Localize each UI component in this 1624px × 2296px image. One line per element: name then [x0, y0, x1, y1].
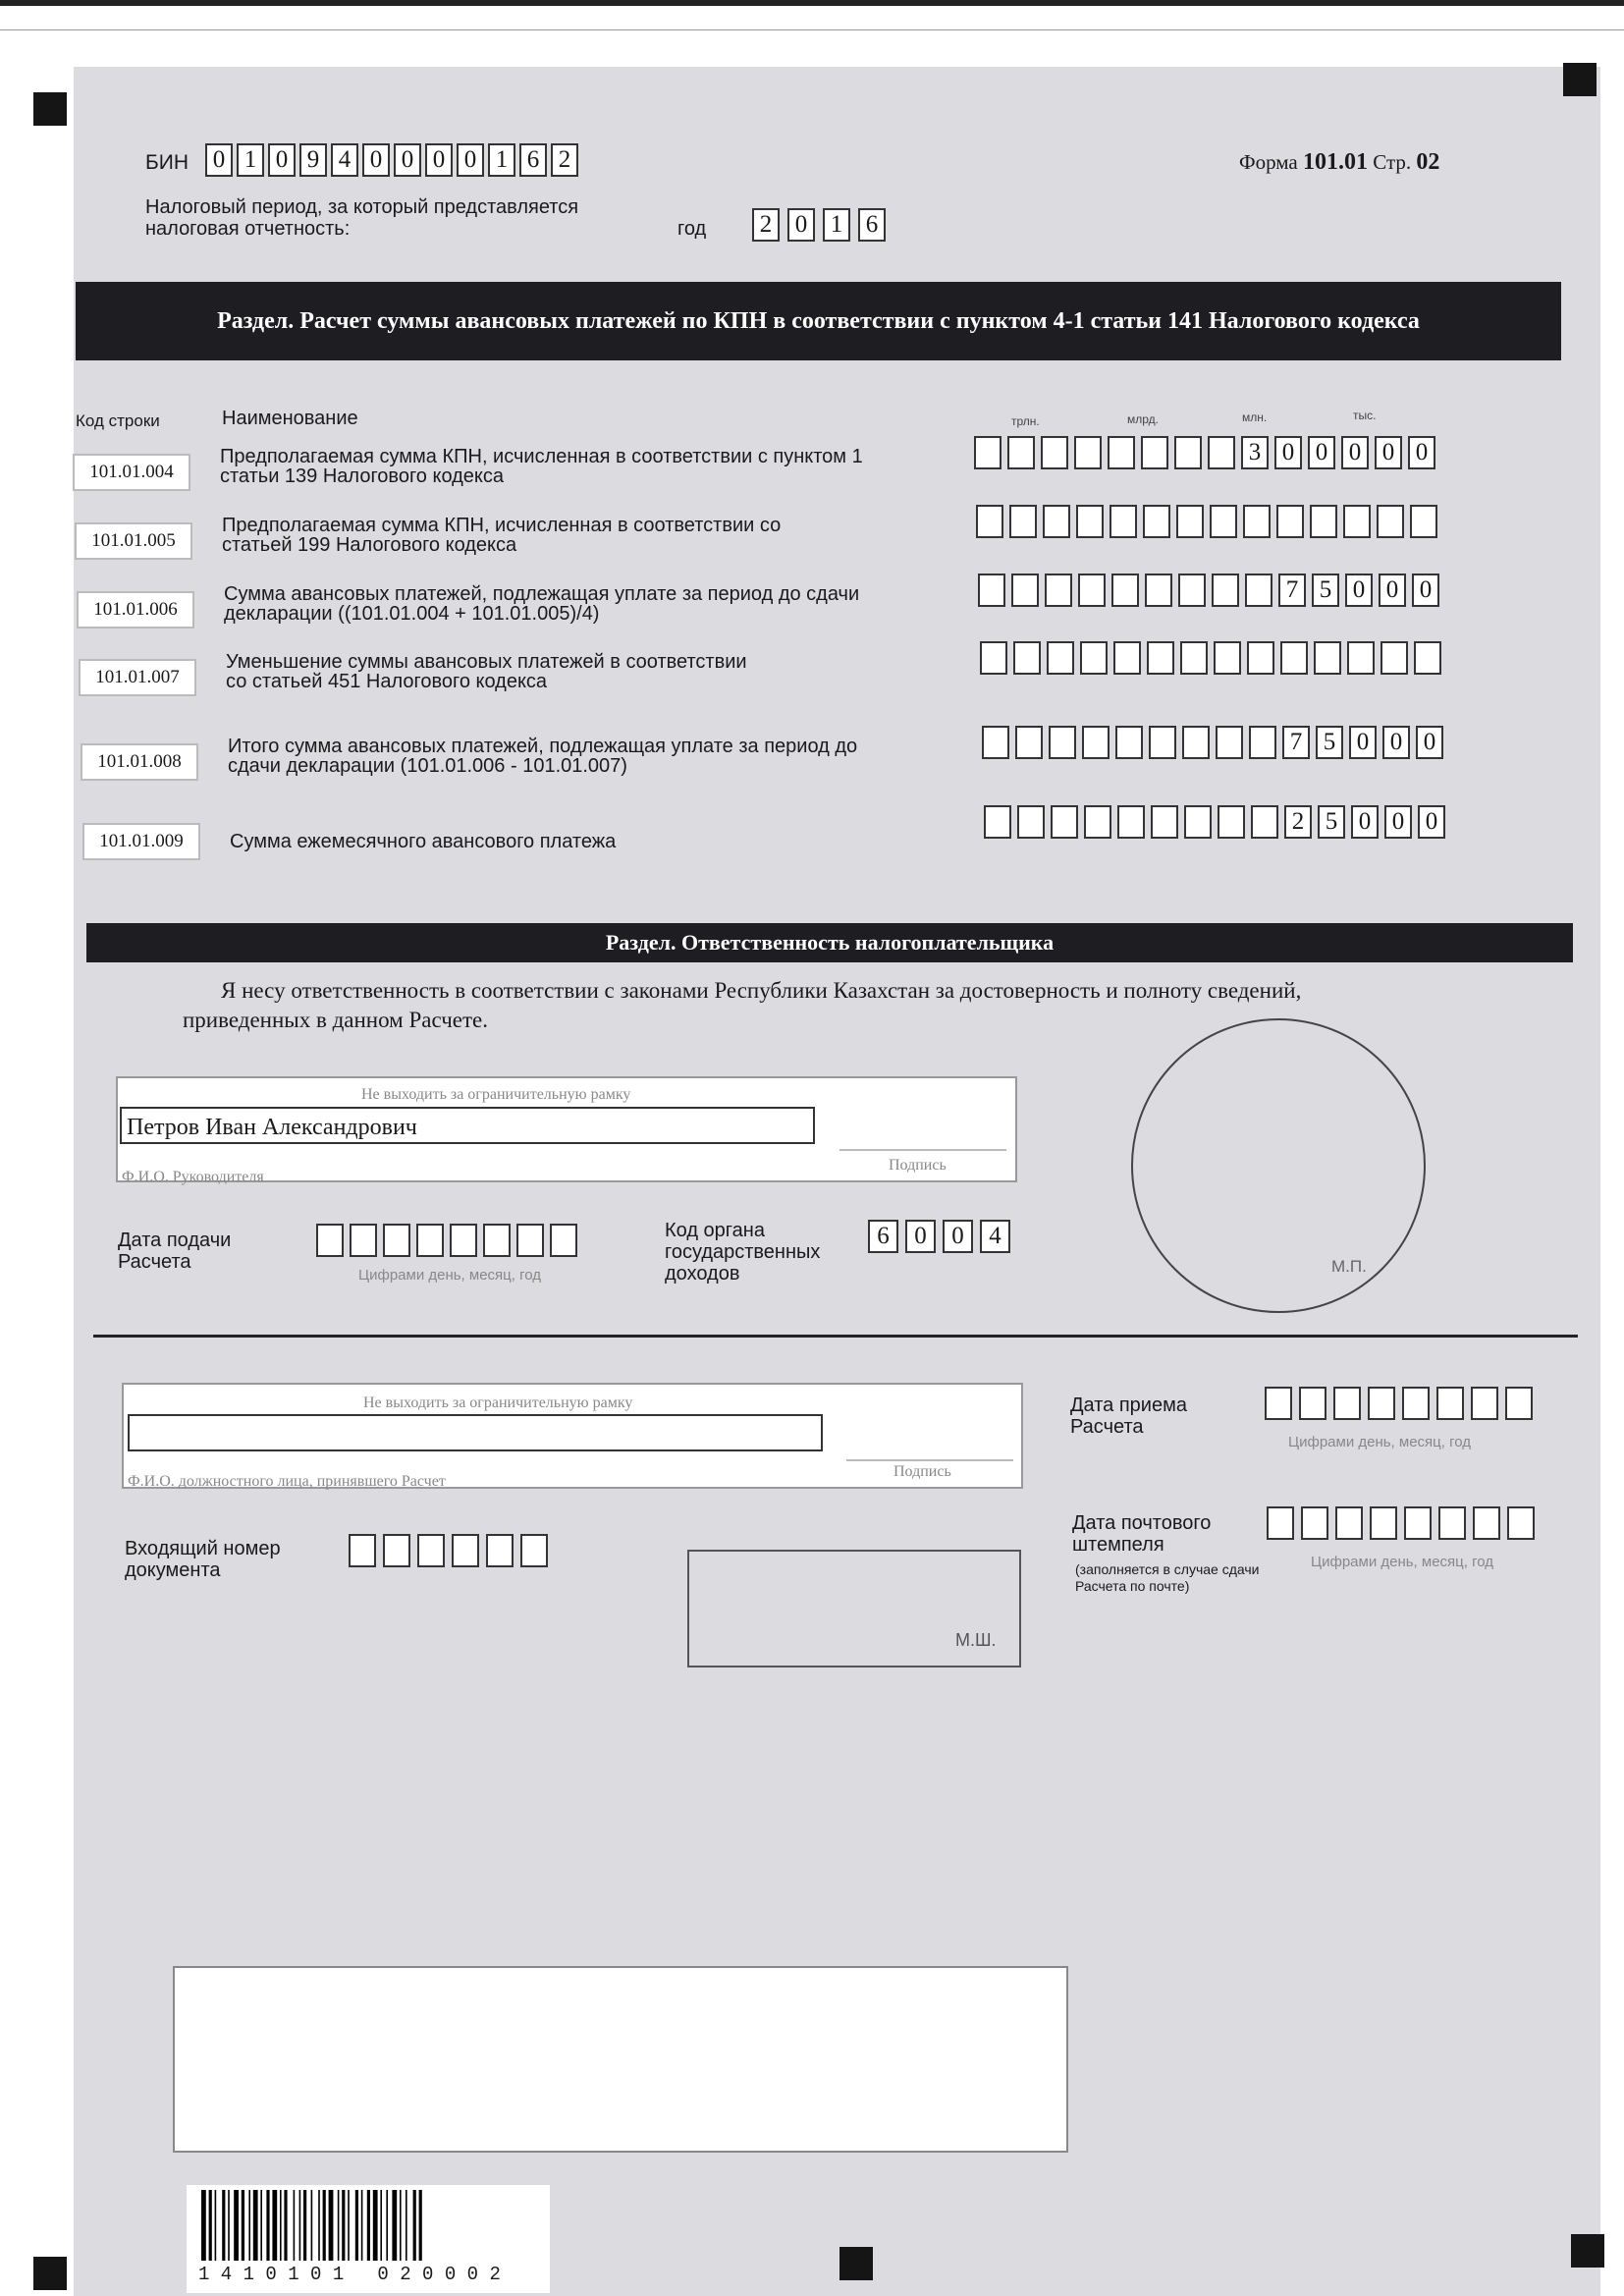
row-label-line2: сдачи декларации (101.01.006 - 101.01.007) — [228, 755, 627, 777]
page-prefix: Стр. — [1373, 150, 1412, 174]
signature-label: Подпись — [889, 1157, 947, 1174]
bin-digit-cell[interactable]: 0 — [362, 143, 390, 177]
submit-date-cell[interactable] — [316, 1224, 344, 1257]
barcode-bar — [272, 2190, 277, 2261]
registration-mark-top-right — [1563, 63, 1597, 96]
barcode-bar — [348, 2190, 350, 2261]
amount-digit-cell[interactable] — [1216, 726, 1243, 759]
section1-title-bar — [76, 282, 1561, 360]
amount-digit-cell[interactable] — [1184, 805, 1212, 839]
accept-date-cell[interactable] — [1505, 1387, 1533, 1420]
amount-digit-cell[interactable] — [1113, 641, 1141, 675]
accept-date-field[interactable] — [1265, 1387, 1533, 1420]
period-label-line1: Налоговый период, за который представляется — [145, 196, 579, 218]
amount-digit-cell[interactable] — [1243, 505, 1271, 538]
amount-digit-cell[interactable]: 0 — [1412, 574, 1439, 607]
incoming-number-field[interactable] — [349, 1534, 548, 1567]
amount-digit-cell[interactable] — [1009, 505, 1037, 538]
row-code: 101.01.008 — [81, 743, 198, 781]
amount-digit-cell[interactable] — [1051, 805, 1078, 839]
submit-date-label-line1: Дата подачи — [118, 1230, 232, 1251]
amount-digit-cell[interactable] — [1143, 505, 1170, 538]
amount-digit-cell[interactable] — [1082, 726, 1110, 759]
amount-digit-cell[interactable] — [1208, 436, 1235, 469]
amount-digit-cell[interactable] — [1174, 436, 1202, 469]
row-amount-field[interactable] — [978, 574, 1439, 607]
bin-digit-cell[interactable]: 0 — [205, 143, 233, 177]
submit-date-cell[interactable] — [416, 1224, 444, 1257]
section1-title: Раздел. Расчет суммы авансовых платежей по КПН в соответствии с пунктом 4-1 статьи 141 Налогового кодекса — [217, 307, 1420, 334]
submit-date-label-line2: Расчета — [118, 1251, 191, 1273]
amount-digit-cell[interactable] — [1110, 505, 1137, 538]
postmark-date-cell[interactable] — [1301, 1506, 1328, 1540]
amount-digit-cell[interactable] — [1115, 726, 1143, 759]
barcode-bar — [209, 2190, 212, 2261]
authority-digit-cell[interactable]: 4 — [980, 1220, 1010, 1253]
row-code: 101.01.009 — [82, 823, 200, 860]
amount-digit-cell[interactable] — [1149, 726, 1176, 759]
row-label-line2: со статьей 451 Налогового кодекса — [226, 671, 548, 692]
amount-digit-cell[interactable] — [1280, 641, 1308, 675]
amount-digit-cell[interactable] — [1108, 436, 1135, 469]
year-field[interactable] — [752, 208, 886, 242]
authority-digit-cell[interactable]: 0 — [905, 1220, 936, 1253]
amount-digit-cell[interactable] — [980, 641, 1007, 675]
incoming-number-cell[interactable] — [486, 1534, 514, 1567]
barcode-bar — [253, 2190, 258, 2261]
amount-digit-cell[interactable] — [1047, 641, 1074, 675]
amount-digit-cell[interactable] — [1041, 436, 1068, 469]
year-digit-cell[interactable]: 1 — [823, 208, 850, 242]
row-amount-field[interactable] — [976, 505, 1437, 538]
accept-date-cell[interactable] — [1402, 1387, 1430, 1420]
barcode-bar — [361, 2190, 363, 2261]
accept-date-cell[interactable] — [1471, 1387, 1498, 1420]
form-id — [1239, 149, 1439, 176]
barcode-bar — [400, 2190, 402, 2261]
amount-digit-cell[interactable]: 5 — [1318, 805, 1345, 839]
amount-digit-cell[interactable] — [1147, 641, 1174, 675]
barcode-bar — [242, 2190, 244, 2261]
row-code: 101.01.005 — [75, 522, 192, 560]
amount-digit-cell[interactable] — [1084, 805, 1111, 839]
signature-line — [839, 1149, 1006, 1151]
row-label-line1: Уменьшение суммы авансовых платежей в соответствии — [226, 651, 747, 673]
accept-date-cell[interactable] — [1265, 1387, 1292, 1420]
amount-digit-cell[interactable] — [1245, 574, 1272, 607]
amount-digit-cell[interactable]: 5 — [1316, 726, 1343, 759]
barcode-bar — [323, 2190, 326, 2261]
barcode-bar — [419, 2190, 422, 2261]
amount-digit-cell[interactable] — [1076, 505, 1104, 538]
stamp-circle — [1131, 1018, 1426, 1313]
amount-digit-cell[interactable] — [976, 505, 1003, 538]
accept-date-label-line1: Дата приема — [1070, 1394, 1187, 1416]
bin-field[interactable] — [205, 143, 578, 177]
row-amount-field[interactable] — [974, 436, 1435, 469]
barcode-bar — [311, 2190, 313, 2261]
col-code-header: Код строки — [76, 411, 160, 430]
amount-digit-cell[interactable] — [982, 726, 1009, 759]
postmark-date-hint: Цифрами день, месяц, год — [1311, 1554, 1493, 1570]
amount-digit-cell[interactable] — [1182, 726, 1210, 759]
incoming-number-label-line2: документа — [125, 1559, 221, 1581]
incoming-number-cell[interactable] — [452, 1534, 479, 1567]
barcode-bar — [248, 2190, 250, 2261]
row-label-line1: Предполагаемая сумма КПН, исчисленная в соответствии с пунктом 1 — [220, 446, 863, 467]
amount-digit-cell[interactable] — [1015, 726, 1043, 759]
head-name-field[interactable]: Петров Иван Александрович — [120, 1107, 815, 1144]
barcode-bar — [355, 2190, 358, 2261]
accept-date-cell[interactable] — [1436, 1387, 1464, 1420]
form-prefix: Форма — [1239, 150, 1298, 174]
amount-digit-cell[interactable] — [974, 436, 1001, 469]
authority-label-line2: государственных — [665, 1241, 821, 1263]
unit-tys: тыс. — [1353, 409, 1377, 422]
amount-digit-cell[interactable] — [1078, 574, 1106, 607]
col-name-header: Наименование — [222, 408, 358, 429]
official-name-field[interactable] — [128, 1414, 823, 1451]
postmark-date-cell[interactable] — [1438, 1506, 1466, 1540]
year-digit-cell[interactable]: 6 — [858, 208, 886, 242]
barcode-bar — [329, 2190, 334, 2261]
amount-digit-cell[interactable]: 0 — [1418, 805, 1445, 839]
stamp-label: М.П. — [1331, 1257, 1367, 1276]
official-signature-label: Подпись — [893, 1463, 951, 1480]
year-digit-cell[interactable]: 0 — [787, 208, 815, 242]
amount-digit-cell[interactable] — [1151, 805, 1178, 839]
submit-date-hint: Цифрами день, месяц, год — [358, 1267, 541, 1284]
bin-digit-cell[interactable]: 1 — [488, 143, 515, 177]
amount-digit-cell[interactable]: 5 — [1312, 574, 1339, 607]
amount-digit-cell[interactable] — [1251, 805, 1278, 839]
amount-digit-cell[interactable] — [1145, 574, 1172, 607]
amount-digit-cell[interactable] — [1380, 641, 1408, 675]
amount-digit-cell[interactable] — [1043, 505, 1070, 538]
barcode-number: 1 4 1 0 1 0 1 0 2 0 0 0 2 — [198, 2264, 501, 2285]
barcode-icon — [201, 2190, 565, 2269]
postmark-date-cell[interactable] — [1473, 1506, 1500, 1540]
unit-mlrd: млрд. — [1127, 412, 1159, 426]
frame-hint: Не выходить за ограничительную рамку — [361, 1086, 631, 1103]
postmark-label-line1: Дата почтового — [1072, 1512, 1212, 1534]
amount-digit-cell[interactable] — [1141, 436, 1168, 469]
barcode-bar — [228, 2190, 230, 2261]
amount-digit-cell[interactable]: 0 — [1416, 726, 1443, 759]
barcode-bar — [342, 2190, 345, 2261]
barcode-bar — [386, 2190, 388, 2261]
amount-digit-cell[interactable] — [1410, 505, 1437, 538]
barcode-bar — [413, 2190, 416, 2261]
bin-digit-cell[interactable]: 0 — [457, 143, 484, 177]
postmark-date-cell[interactable] — [1507, 1506, 1535, 1540]
form-number: 101.01 — [1303, 149, 1368, 175]
registration-mark-top-left — [33, 92, 67, 126]
barcode-bar — [367, 2190, 370, 2261]
year-label: год — [677, 218, 707, 240]
row-label-line1: Итого сумма авансовых платежей, подлежащая уплате за период до — [228, 736, 858, 757]
amount-digit-cell[interactable] — [1377, 505, 1404, 538]
amount-digit-cell[interactable]: 0 — [1341, 436, 1369, 469]
amount-digit-cell[interactable] — [1011, 574, 1039, 607]
blank-area — [173, 1966, 1068, 2153]
responsibility-line2: приведенных в данном Расчете. — [183, 1008, 489, 1032]
barcode-bar — [338, 2190, 340, 2261]
unit-trln: трлн. — [1011, 414, 1040, 428]
barcode-bar — [222, 2190, 225, 2261]
incoming-number-cell[interactable] — [520, 1534, 548, 1567]
amount-digit-cell[interactable] — [1314, 641, 1341, 675]
barcode-bar — [373, 2190, 378, 2261]
registration-mark-bottom-left — [33, 2257, 67, 2290]
bin-digit-cell[interactable]: 0 — [394, 143, 421, 177]
barcode-bar — [234, 2190, 239, 2261]
barcode-bar — [392, 2190, 397, 2261]
amount-digit-cell[interactable]: 0 — [1375, 436, 1402, 469]
authority-digit-cell[interactable]: 0 — [943, 1220, 973, 1253]
amount-digit-cell[interactable] — [1017, 805, 1045, 839]
amount-digit-cell[interactable]: 0 — [1345, 574, 1373, 607]
amount-digit-cell[interactable] — [1210, 505, 1237, 538]
section2-title: Раздел. Ответственность налогоплательщика — [605, 930, 1055, 955]
amount-digit-cell[interactable] — [1214, 641, 1241, 675]
barcode-bar — [299, 2190, 301, 2261]
postmark-date-field[interactable] — [1267, 1506, 1535, 1540]
amount-digit-cell[interactable]: 0 — [1308, 436, 1335, 469]
amount-digit-cell[interactable] — [1247, 641, 1274, 675]
amount-digit-cell[interactable]: 0 — [1382, 726, 1410, 759]
section-divider — [93, 1335, 1578, 1338]
registration-mark-bottom-right — [1571, 2234, 1604, 2268]
barcode-bar — [303, 2190, 306, 2261]
amount-digit-cell[interactable] — [1218, 805, 1245, 839]
row-label-line2: статьи 139 Налогового кодекса — [220, 465, 505, 487]
incoming-number-label-line1: Входящий номер — [125, 1538, 281, 1559]
row-label-line1: Сумма ежемесячного авансового платежа — [230, 831, 617, 852]
bin-digit-cell[interactable]: 6 — [519, 143, 547, 177]
amount-digit-cell[interactable] — [1013, 641, 1041, 675]
authority-code-field[interactable] — [868, 1220, 1010, 1253]
postmark-date-cell[interactable] — [1404, 1506, 1432, 1540]
amount-digit-cell[interactable]: 0 — [1408, 436, 1435, 469]
postmark-date-cell[interactable] — [1335, 1506, 1363, 1540]
amount-digit-cell[interactable]: 2 — [1284, 805, 1312, 839]
submit-date-field[interactable] — [316, 1224, 577, 1257]
amount-digit-cell[interactable] — [1310, 505, 1337, 538]
amount-digit-cell[interactable] — [1049, 726, 1076, 759]
accept-date-label-line2: Расчета — [1070, 1416, 1144, 1438]
period-label-line2: налоговая отчетность: — [145, 218, 351, 240]
amount-digit-cell[interactable]: 0 — [1274, 436, 1302, 469]
office-stamp-label: М.Ш. — [955, 1630, 997, 1650]
accept-date-cell[interactable] — [1368, 1387, 1395, 1420]
section2-title-bar — [86, 923, 1573, 962]
amount-digit-cell[interactable]: 0 — [1351, 805, 1379, 839]
bin-digit-cell[interactable]: 2 — [551, 143, 578, 177]
bin-digit-cell[interactable]: 0 — [425, 143, 453, 177]
responsibility-line1: Я несу ответственность в соответствии с законами Республики Казахстан за достоверность и полноту сведений, — [221, 978, 1302, 1003]
amount-digit-cell[interactable] — [1212, 574, 1239, 607]
bin-digit-cell[interactable]: 9 — [299, 143, 327, 177]
row-code: 101.01.004 — [73, 454, 190, 491]
amount-digit-cell[interactable] — [1414, 641, 1441, 675]
postmark-note-line1: (заполняется в случае сдачи — [1075, 1561, 1260, 1577]
amount-digit-cell[interactable] — [984, 805, 1011, 839]
amount-digit-cell[interactable]: 0 — [1349, 726, 1377, 759]
postmark-date-cell[interactable] — [1267, 1506, 1294, 1540]
amount-digit-cell[interactable] — [1117, 805, 1145, 839]
bin-digit-cell[interactable]: 0 — [268, 143, 296, 177]
amount-digit-cell[interactable] — [1347, 641, 1375, 675]
submit-date-cell[interactable] — [483, 1224, 511, 1257]
postmark-note-line2: Расчета по почте) — [1075, 1578, 1190, 1594]
frame-hint-2: Не выходить за ограничительную рамку — [363, 1394, 633, 1411]
barcode-bar — [266, 2190, 269, 2261]
barcode-bar — [294, 2190, 296, 2261]
accept-date-cell[interactable] — [1333, 1387, 1361, 1420]
amount-digit-cell[interactable] — [1007, 436, 1035, 469]
amount-digit-cell[interactable]: 3 — [1241, 436, 1269, 469]
submit-date-cell[interactable] — [550, 1224, 577, 1257]
barcode-bar — [318, 2190, 320, 2261]
incoming-number-cell[interactable] — [349, 1534, 376, 1567]
row-amount-field[interactable] — [984, 805, 1445, 839]
unit-mln: млн. — [1242, 410, 1268, 424]
row-code: 101.01.006 — [77, 591, 194, 629]
row-label-line1: Сумма авансовых платежей, подлежащая уплате за период до сдачи — [224, 583, 860, 605]
official-signature-line — [846, 1459, 1013, 1461]
accept-date-hint: Цифрами день, месяц, год — [1288, 1434, 1471, 1450]
bin-digit-cell[interactable]: 4 — [331, 143, 358, 177]
submit-date-cell[interactable] — [350, 1224, 377, 1257]
authority-label-line1: Код органа — [665, 1220, 765, 1241]
authority-label-line3: доходов — [665, 1263, 740, 1285]
barcode-bar — [284, 2190, 287, 2261]
amount-digit-cell[interactable] — [1176, 505, 1204, 538]
amount-digit-cell[interactable] — [1178, 574, 1206, 607]
amount-digit-cell[interactable] — [1080, 641, 1108, 675]
amount-digit-cell[interactable] — [978, 574, 1005, 607]
incoming-number-cell[interactable] — [383, 1534, 410, 1567]
barcode-bar — [280, 2190, 282, 2261]
amount-digit-cell[interactable] — [1249, 726, 1276, 759]
submit-date-cell[interactable] — [516, 1224, 544, 1257]
amount-digit-cell[interactable]: 0 — [1384, 805, 1412, 839]
year-digit-cell[interactable]: 2 — [752, 208, 780, 242]
authority-digit-cell[interactable]: 6 — [868, 1220, 898, 1253]
bin-label: БИН — [145, 151, 189, 174]
row-code: 101.01.007 — [79, 659, 196, 696]
barcode-bar — [406, 2190, 407, 2261]
incoming-number-cell[interactable] — [417, 1534, 445, 1567]
head-name-label: Ф.И.О. Руководителя — [122, 1169, 264, 1185]
scan-line — [0, 29, 1624, 30]
amount-digit-cell[interactable]: 7 — [1278, 574, 1306, 607]
registration-mark-bottom-center — [839, 2247, 873, 2280]
barcode-bar — [215, 2190, 217, 2261]
barcode-bar — [201, 2190, 206, 2261]
submit-date-cell[interactable] — [450, 1224, 477, 1257]
submit-date-cell[interactable] — [383, 1224, 410, 1257]
amount-digit-cell[interactable] — [1074, 436, 1102, 469]
amount-digit-cell[interactable]: 7 — [1282, 726, 1310, 759]
page-number: 02 — [1416, 149, 1440, 175]
row-label-line2: статьей 199 Налогового кодекса — [222, 534, 517, 556]
amount-digit-cell[interactable] — [1276, 505, 1304, 538]
barcode-bar — [380, 2190, 382, 2261]
amount-digit-cell[interactable]: 0 — [1379, 574, 1406, 607]
barcode-bar — [260, 2190, 262, 2261]
amount-digit-cell[interactable] — [1180, 641, 1208, 675]
bin-digit-cell[interactable]: 1 — [237, 143, 264, 177]
row-amount-field[interactable] — [982, 726, 1443, 759]
official-name-label: Ф.И.О. должностного лица, принявшего Расчет — [128, 1473, 446, 1490]
postmark-label-line2: штемпеля — [1072, 1534, 1164, 1556]
row-label-line2: декларации ((101.01.004 + 101.01.005)/4) — [224, 603, 600, 625]
amount-digit-cell[interactable] — [1111, 574, 1139, 607]
accept-date-cell[interactable] — [1299, 1387, 1326, 1420]
scan-top-edge — [0, 0, 1624, 6]
barcode-area — [187, 2185, 550, 2293]
row-amount-field[interactable] — [980, 641, 1441, 675]
amount-digit-cell[interactable] — [1343, 505, 1371, 538]
postmark-date-cell[interactable] — [1370, 1506, 1397, 1540]
row-label-line1: Предполагаемая сумма КПН, исчисленная в соответствии со — [222, 515, 782, 536]
amount-digit-cell[interactable] — [1045, 574, 1072, 607]
